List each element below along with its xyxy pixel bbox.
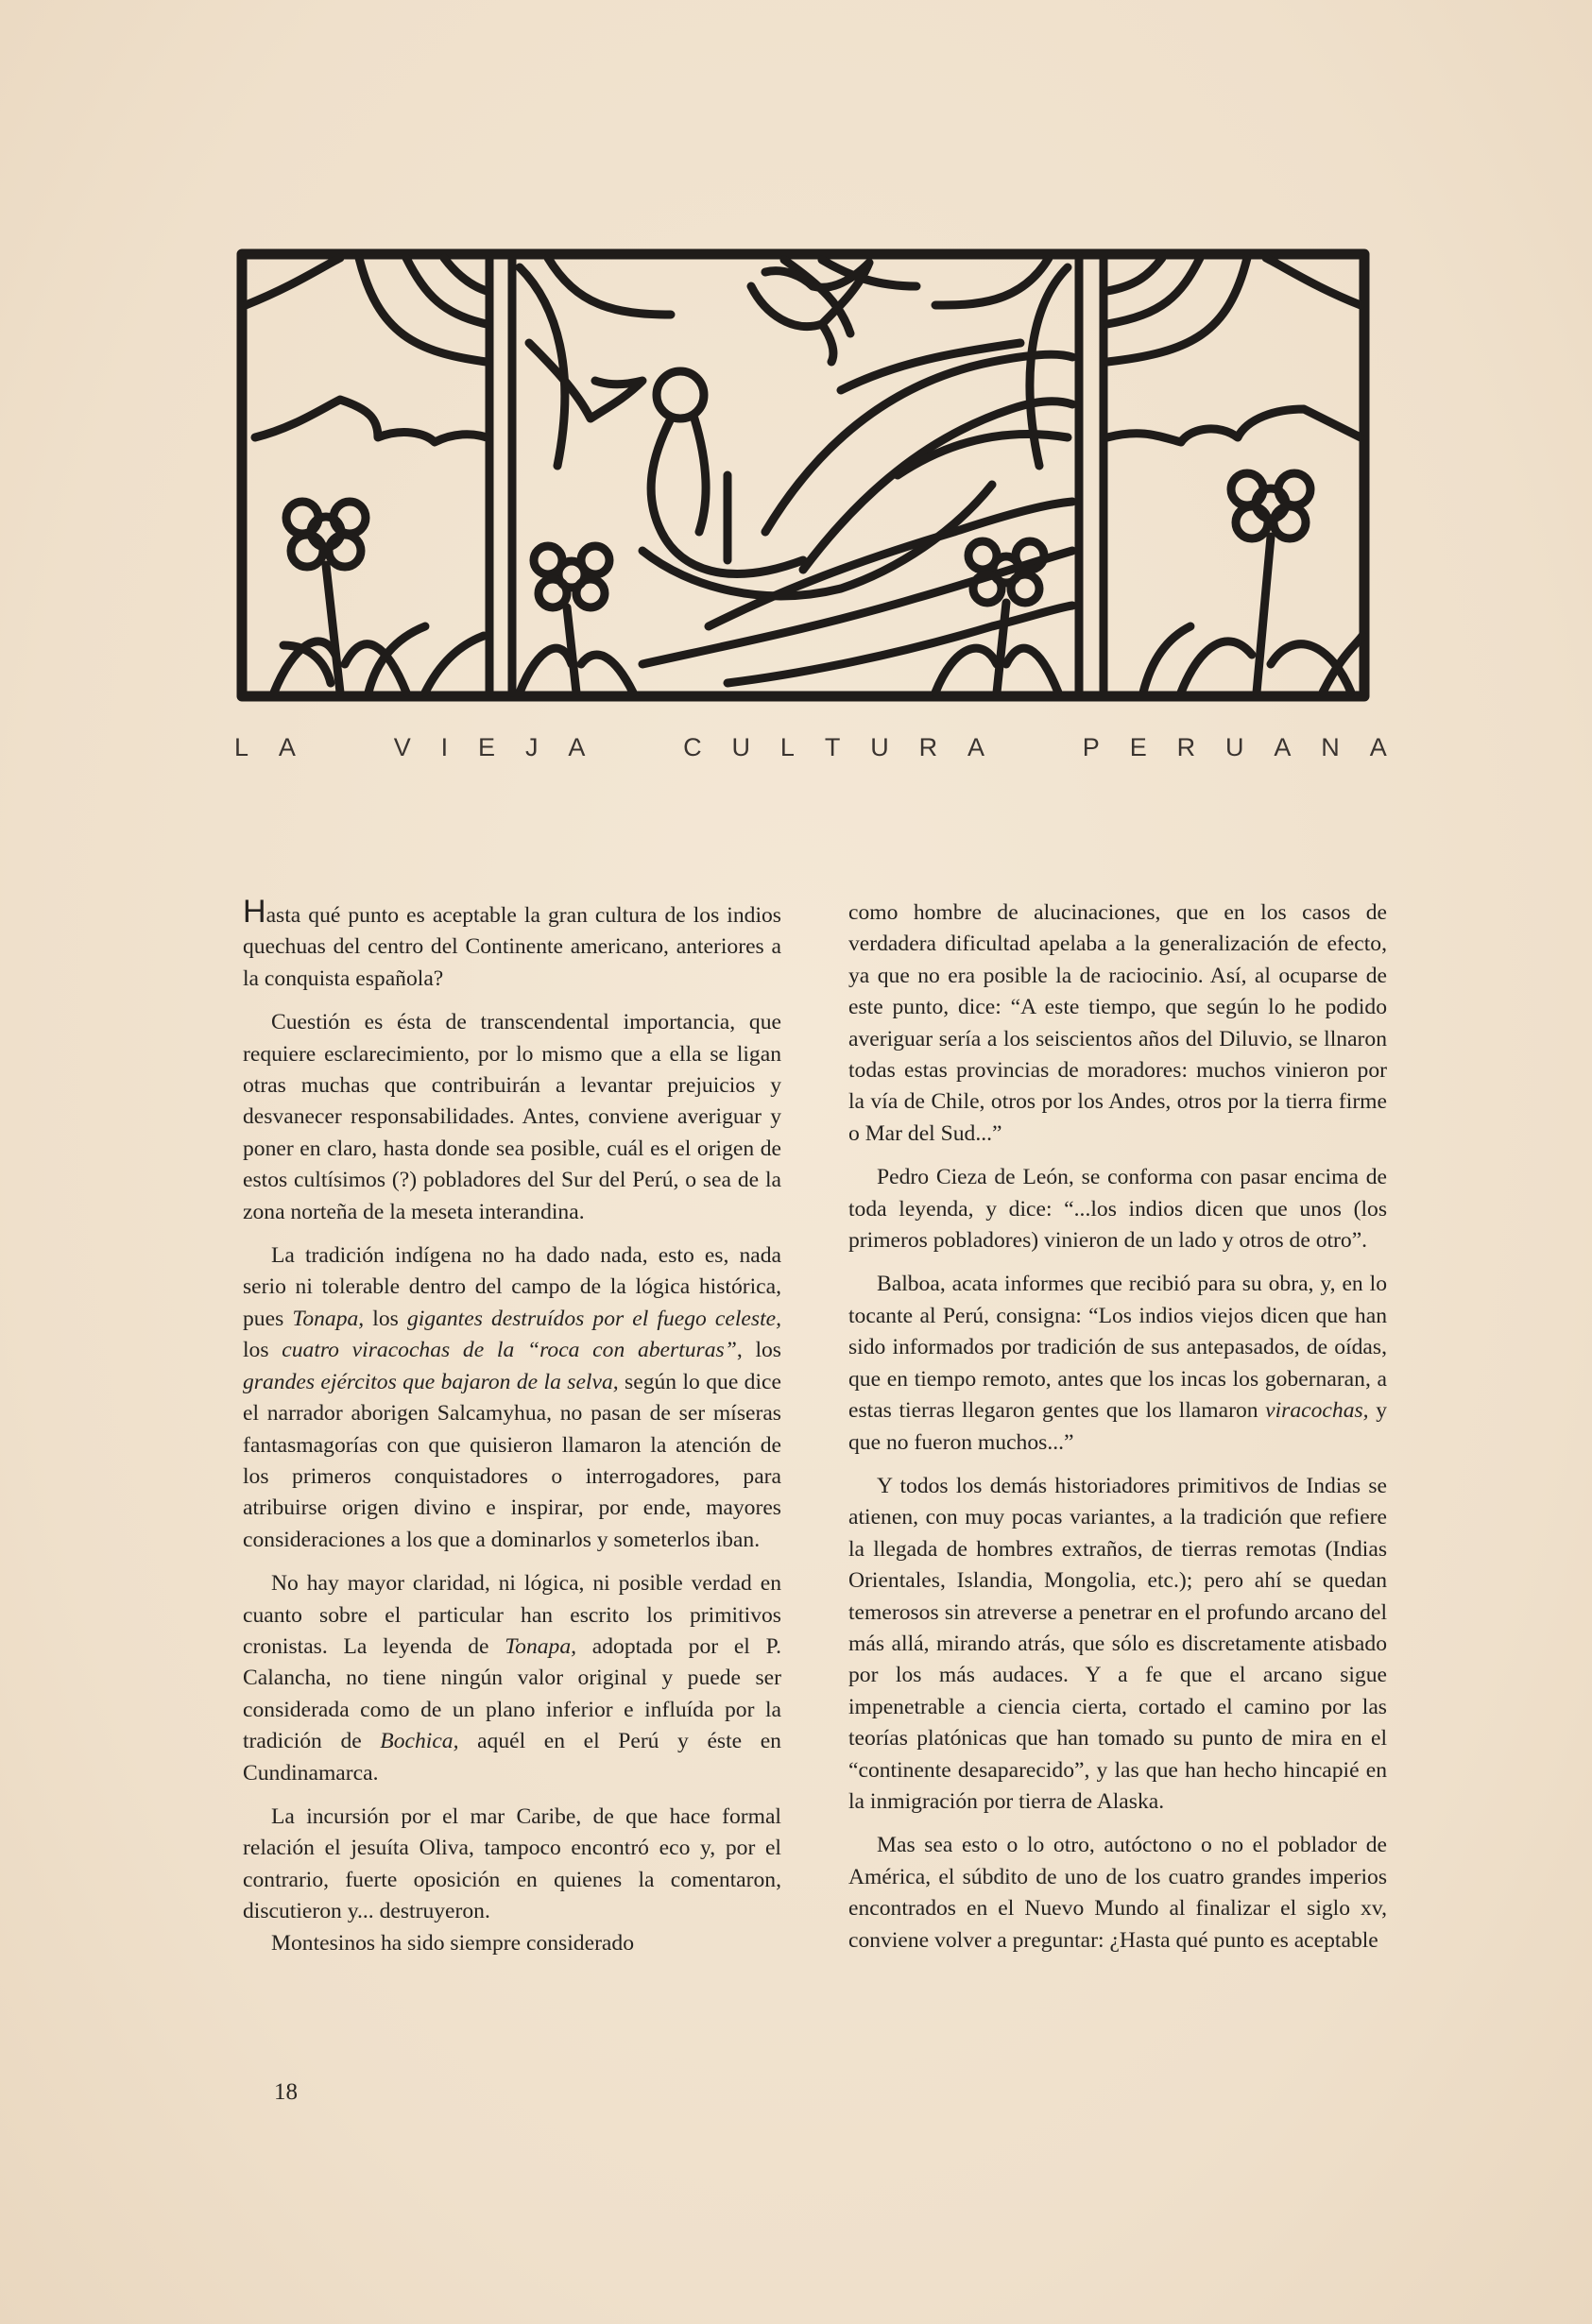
paragraph: Mas sea esto o lo otro, autóctono o no el poblador de América, el súbdito de uno de los cuatro grandes imperios encontrados en el Nuevo Mundo al finalizar el siglo xv, conviene volver a preguntar: ¿Hasta qué punto es aceptable — [848, 1833, 1387, 1953]
paragraph: Y todos los demás historiadores primitivos de Indias se atienen, con muy pocas variantes, a la tradición que refiere la llegada de hombres extraños, de tierras remotas (Indias Orientales, Islandia, Mongolia, etc.); pero ahí se quedan temerosos sin atreverse a penetrar en el profundo arcano del más allá, mirando atrás, que sólo es discretamente atisbado por los más audaces. Y a fe que el arcano sigue impenetrable a ciencia cierta, cortado el camino por las teorías platónicas que han tomado su punto de mira en el “continente desaparecido”, y las que han hecho hincapié en la inmigración por tierra de Alaska. — [848, 1473, 1387, 1814]
woodcut-bird-flower-figure-icon — [236, 248, 1370, 702]
paragraph-text: No hay mayor claridad, ni lógica, ni posible verdad en cuanto sobre el particular han escrito los primitivos cronistas. La leyenda de — [243, 1571, 781, 1659]
italic-text: Tonapa, — [292, 1306, 365, 1331]
paragraph-text: y que no fueron muchos...” — [848, 1398, 1387, 1455]
paragraph-text: aquél en el Perú y éste en Cundinamarca. — [243, 1729, 781, 1786]
title-letter: L — [234, 733, 249, 761]
paragraph-text: adoptada por el P. Calancha, no tiene ningún valor original y puede ser considerada como de un plano inferior e influída por la tradición de — [243, 1633, 781, 1754]
paragraph-text: Balboa, acata informes que recibió para su obra, y, en lo tocante al Perú, consigna: “Los indios viejos dicen que han sido informados por tradición de sus antepasados, de oídas, que en tiempo remoto, antes que los incas los gobernaran, a estas tierras llegaron gentes que los llamaron — [848, 1272, 1387, 1424]
paragraph-text: según lo que dice el narrador aborigen Salcamyhua, no pasan de ser míseras fantasmagorías con que quisieron llamaron la atención de los primeros conquistadores o interrogadores, para atribuirse origen divino e inspirar, por ende, mayores consideraciones a los que a dominarlos y someterlos iban. — [243, 1369, 781, 1552]
title-letter: A — [1274, 733, 1292, 761]
title-letter: A — [568, 733, 586, 761]
title-letter: A — [278, 733, 296, 761]
title-letter: P — [1082, 733, 1100, 761]
left-column — [243, 894, 781, 1972]
paragraph: La incursión por el mar Caribe, de que hace formal relación el jesuíta Oliva, tampoco encontró eco y, por el contrario, fuerte oposición en quienes la comentaron, discutieron y... destruyeron. — [243, 1803, 781, 1924]
paragraph — [848, 1269, 1387, 1458]
title-letter: T — [824, 733, 841, 761]
title-letter: U — [731, 733, 751, 761]
paragraph — [243, 1568, 781, 1789]
right-column — [848, 897, 1387, 1969]
paragraph: como hombre de alucinaciones, que en los casos de verdadera dificultad apelaba a la generalización de efecto, ya que no era posible la de raciocinio. Así, al ocuparse de este punto, dice: “A este tiempo, que según lo he podido averiguar sería a los seiscientos años del Diluvio, se llnaron todas estas provincias de moradores: muchos vinieron por la vía de Chile, otros por los Andes, otros por la tierra firme o Mar del Sud...” — [848, 900, 1387, 1146]
paragraph: Cuestión es ésta de transcendental importancia, que requiere esclarecimiento, por lo mismo que a ella se ligan otras muchas que contribuirán a levantar prejuicios y desvanecer responsabilidades. Antes, conviene averiguar y poner en claro, hasta donde sea posible, cuál es el origen de estos cultísimos (?) pobladores del Sur del Perú, o sea de la zona norteña de la meseta interandina. — [243, 1010, 781, 1224]
title-letter: L — [779, 733, 795, 761]
paragraph — [243, 1240, 781, 1556]
italic-text: Tonapa, — [505, 1633, 577, 1659]
paragraph-text: asta qué punto es aceptable la gran cultura de los indios quechuas del centro del Continente americano, anteriores a la conquista española? — [243, 903, 781, 991]
paragraph — [243, 894, 781, 995]
section-title — [234, 733, 1387, 762]
italic-text: grandes ejércitos que bajaron de la selva, — [243, 1369, 619, 1394]
title-letter: A — [1369, 733, 1387, 761]
title-space — [1015, 733, 1053, 762]
italic-text: Bochica, — [380, 1729, 459, 1754]
title-letter: R — [918, 733, 938, 761]
title-letter: J — [524, 733, 539, 761]
italic-text: viracochas, — [1265, 1398, 1369, 1424]
paragraph-text: , los — [736, 1338, 781, 1363]
paragraph: Montesinos ha sido siempre considerado — [271, 1930, 634, 1956]
title-letter: U — [1225, 733, 1244, 761]
title-letter: A — [967, 733, 985, 761]
title-space — [326, 733, 364, 762]
title-letter: N — [1321, 733, 1340, 761]
drop-cap: H — [243, 894, 266, 930]
italic-text: gigantes destruídos por el fuego celeste, — [406, 1306, 781, 1331]
woodcut-illustration — [236, 248, 1370, 702]
title-letter: I — [440, 733, 449, 761]
title-letter: C — [683, 733, 702, 761]
title-letter: V — [393, 733, 411, 761]
page-number: 18 — [274, 2079, 298, 2105]
title-letter: U — [870, 733, 889, 761]
paragraph-text: los — [364, 1306, 407, 1331]
title-letter: E — [478, 733, 496, 761]
title-letter: R — [1176, 733, 1196, 761]
paragraph-text: los — [243, 1338, 282, 1363]
italic-text: cuatro viracochas de la “roca con aberturas” — [282, 1338, 737, 1363]
paragraph: Pedro Cieza de León, se conforma con pasar encima de toda leyenda, y dice: “...los indios dicen que unos (los primeros pobladores) vinieron de un lado y otros de otro”. — [848, 1165, 1387, 1254]
title-space — [615, 733, 653, 762]
title-letter: E — [1129, 733, 1147, 761]
paragraph-text: La tradición indígena no ha dado nada, esto es, nada serio ni tolerable dentro del campo de la lógica histórica, pues — [243, 1243, 781, 1331]
